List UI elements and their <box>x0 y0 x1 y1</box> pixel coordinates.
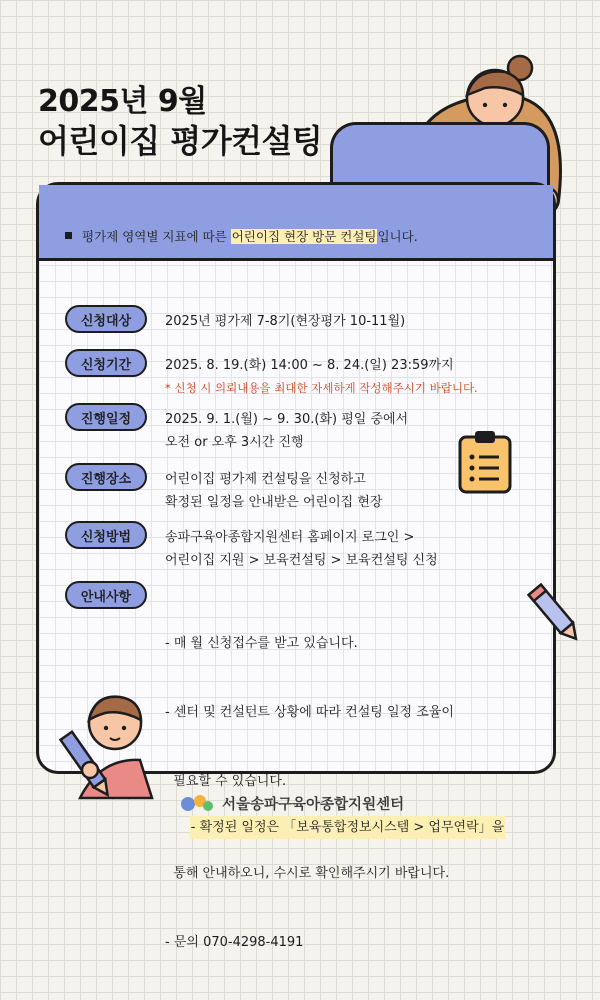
label-pill: 진행일정 <box>65 403 147 431</box>
row-text: 송파구육아종합지원센터 홈페이지 로그인 > <box>165 530 415 545</box>
intro-text: 평가제 영역별 지표에 따른 어린이집 현장 방문 컨설팅입니다. <box>65 227 418 245</box>
intro-highlight: 어린이집 현장 방문 컨설팅 <box>231 229 377 244</box>
title-line-1: 2025년 9월 <box>38 84 207 119</box>
label-pill: 신청대상 <box>65 305 147 333</box>
row-text: 2025. 8. 19.(화) 14:00 ~ 8. 24.(일) 23:59까지 <box>165 358 454 373</box>
label-pill: 신청기간 <box>65 349 147 377</box>
clipboard-icon <box>457 429 513 495</box>
row-text: 어린이집 지원 > 보육컨설팅 > 보육컨설팅 신청 <box>165 553 438 568</box>
row-text-highlight: - 확정된 일정은 「보육통합정보시스템 > 업무연락」을 <box>190 816 505 839</box>
org-logo <box>180 792 214 814</box>
pencil-icon <box>526 580 586 650</box>
row-text: - 문의 070-4298-4191 <box>165 935 304 950</box>
row-text: - 센터 및 컨설턴트 상황에 따라 컨설팅 일정 조율이 <box>165 705 454 720</box>
title-line-2: 어린이집 평가컨설팅 <box>38 122 323 160</box>
row-text: - 매 월 신청접수를 받고 있습니다. <box>165 636 358 651</box>
warning-text: * 신청 시 의뢰내용을 최대한 자세하게 작성해주시기 바랍니다. <box>165 381 478 395</box>
label-pill: 안내사항 <box>65 581 147 609</box>
row-text: 오전 or 오후 3시간 진행 <box>165 435 304 450</box>
label-pill: 진행장소 <box>65 463 147 491</box>
card-header <box>39 185 553 261</box>
row-text: 어린이집 평가제 컨설팅을 신청하고 <box>165 472 366 487</box>
org-name: 서울송파구육아종합지원센터 <box>222 796 405 813</box>
footer <box>180 790 440 816</box>
row-text: 2025년 평가제 7-8기(현장평가 10-11월) <box>165 314 406 329</box>
row-text: 통해 안내하오니, 수시로 확인해주시기 바랍니다. <box>165 866 450 881</box>
row-text: 2025. 9. 1.(월) ~ 9. 30.(화) 평일 중에서 <box>165 412 409 427</box>
row-text: 필요할 수 있습니다. <box>165 774 287 789</box>
row-text: 확정된 일정을 안내받은 어린이집 현장 <box>165 495 383 510</box>
bullet-icon <box>65 232 72 239</box>
child-with-pencil-illustration <box>60 688 160 803</box>
label-pill: 신청방법 <box>65 521 147 549</box>
